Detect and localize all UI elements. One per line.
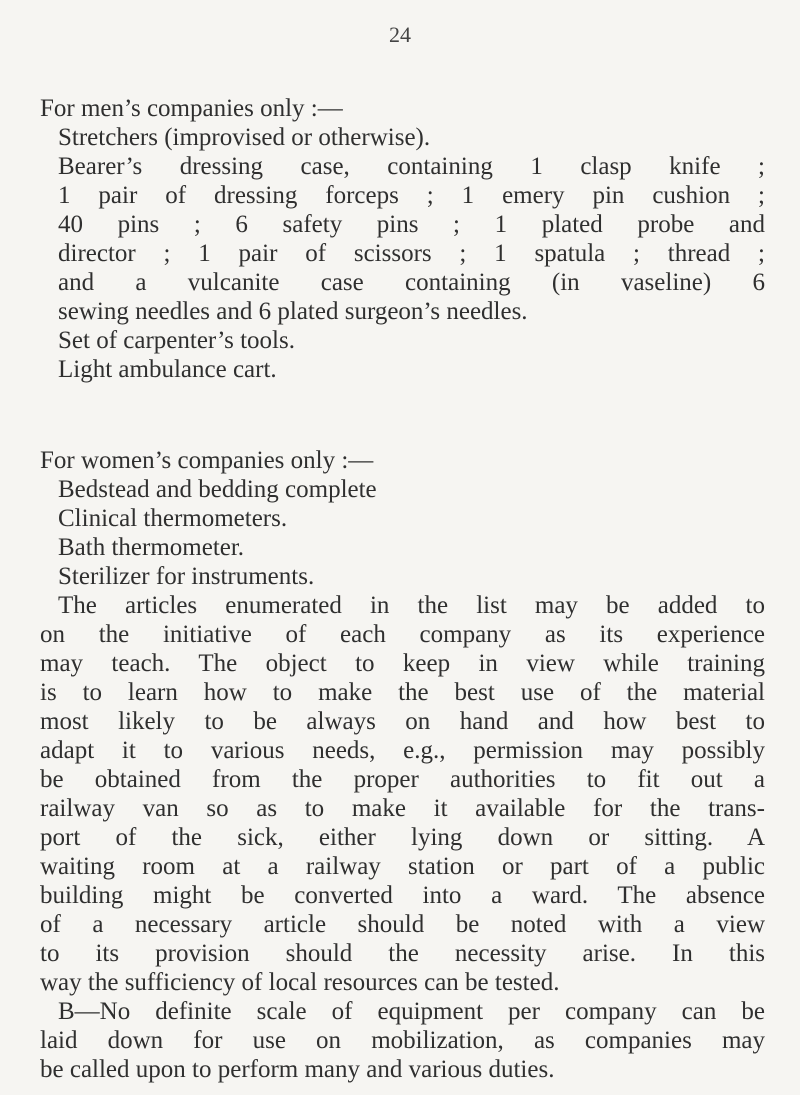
women-companies-section xyxy=(40,446,765,1084)
body-paragraph xyxy=(40,997,765,1084)
paragraph-line: railway van so as to make it available for the trans- xyxy=(40,795,765,822)
list-item-line: Light ambulance cart. xyxy=(58,356,277,383)
list-item-line: Sterilizer for instruments. xyxy=(58,563,315,590)
list-item-line: 1 pair of dressing forceps ; 1 emery pin cushion ; xyxy=(58,182,765,209)
paragraph-line: be obtained from the proper authorities to fit out a xyxy=(40,766,765,793)
list-item-line: Bedstead and bedding complete xyxy=(58,476,377,503)
paragraph-line: B—No definite scale of equipment per company can be xyxy=(58,998,765,1025)
women-equipment-list xyxy=(40,475,765,591)
paragraph-line: most likely to be always on hand and how best to xyxy=(40,708,765,735)
list-item-line: sewing needles and 6 plated surgeon’s needles. xyxy=(58,298,528,325)
paragraph-line: The articles enumerated in the list may be added to xyxy=(58,592,765,619)
paragraph-line: of a necessary article should be noted with a view xyxy=(40,911,765,938)
page-number: 24 xyxy=(389,22,411,47)
paragraph-line: building might be converted into a ward. The absence xyxy=(40,882,765,909)
paragraph-line: is to learn how to make the best use of the material xyxy=(40,679,765,706)
men-companies-heading: For men’s companies only :— xyxy=(40,95,343,122)
paragraph-line: on the initiative of each company as its experience xyxy=(40,621,765,648)
women-companies-heading: For women’s companies only :— xyxy=(40,447,374,474)
list-item xyxy=(40,475,765,504)
list-item-line: Bearer’s dressing case, containing 1 clasp knife ; xyxy=(58,153,765,180)
list-item-line: and a vulcanite case containing (in vaseline) 6 xyxy=(58,269,765,296)
paragraph-line: laid down for use on mobilization, as companies may xyxy=(40,1027,765,1054)
list-item xyxy=(40,355,765,384)
list-item-line: Bath thermometer. xyxy=(58,534,245,561)
list-item xyxy=(40,152,765,326)
list-item xyxy=(40,562,765,591)
men-equipment-list xyxy=(40,123,765,384)
paragraph-line: be called upon to perform many and various duties. xyxy=(40,1056,555,1083)
paragraph-line: to its provision should the necessity arise. In this xyxy=(40,940,765,967)
paragraph-line: port of the sick, either lying down or sitting. A xyxy=(40,824,765,851)
list-item xyxy=(40,123,765,152)
paragraph-line: adapt it to various needs, e.g., permission may possibly xyxy=(40,737,765,764)
men-companies-section xyxy=(40,94,765,384)
list-item-line: 40 pins ; 6 safety pins ; 1 plated probe and xyxy=(58,211,765,238)
paragraph-line: way the sufficiency of local resources can be tested. xyxy=(40,969,560,996)
body-paragraph xyxy=(40,591,765,997)
list-item-line: director ; 1 pair of scissors ; 1 spatula ; thread ; xyxy=(58,240,765,267)
list-item-line: Stretchers (improvised or otherwise). xyxy=(58,124,431,151)
list-item xyxy=(40,533,765,562)
list-item xyxy=(40,504,765,533)
paragraph-line: may teach. The object to keep in view while training xyxy=(40,650,765,677)
list-item-line: Clinical thermometers. xyxy=(58,505,288,532)
list-item-line: Set of carpenter’s tools. xyxy=(58,327,295,354)
list-item xyxy=(40,326,765,355)
paragraph-line: waiting room at a railway station or part of a public xyxy=(40,853,765,880)
